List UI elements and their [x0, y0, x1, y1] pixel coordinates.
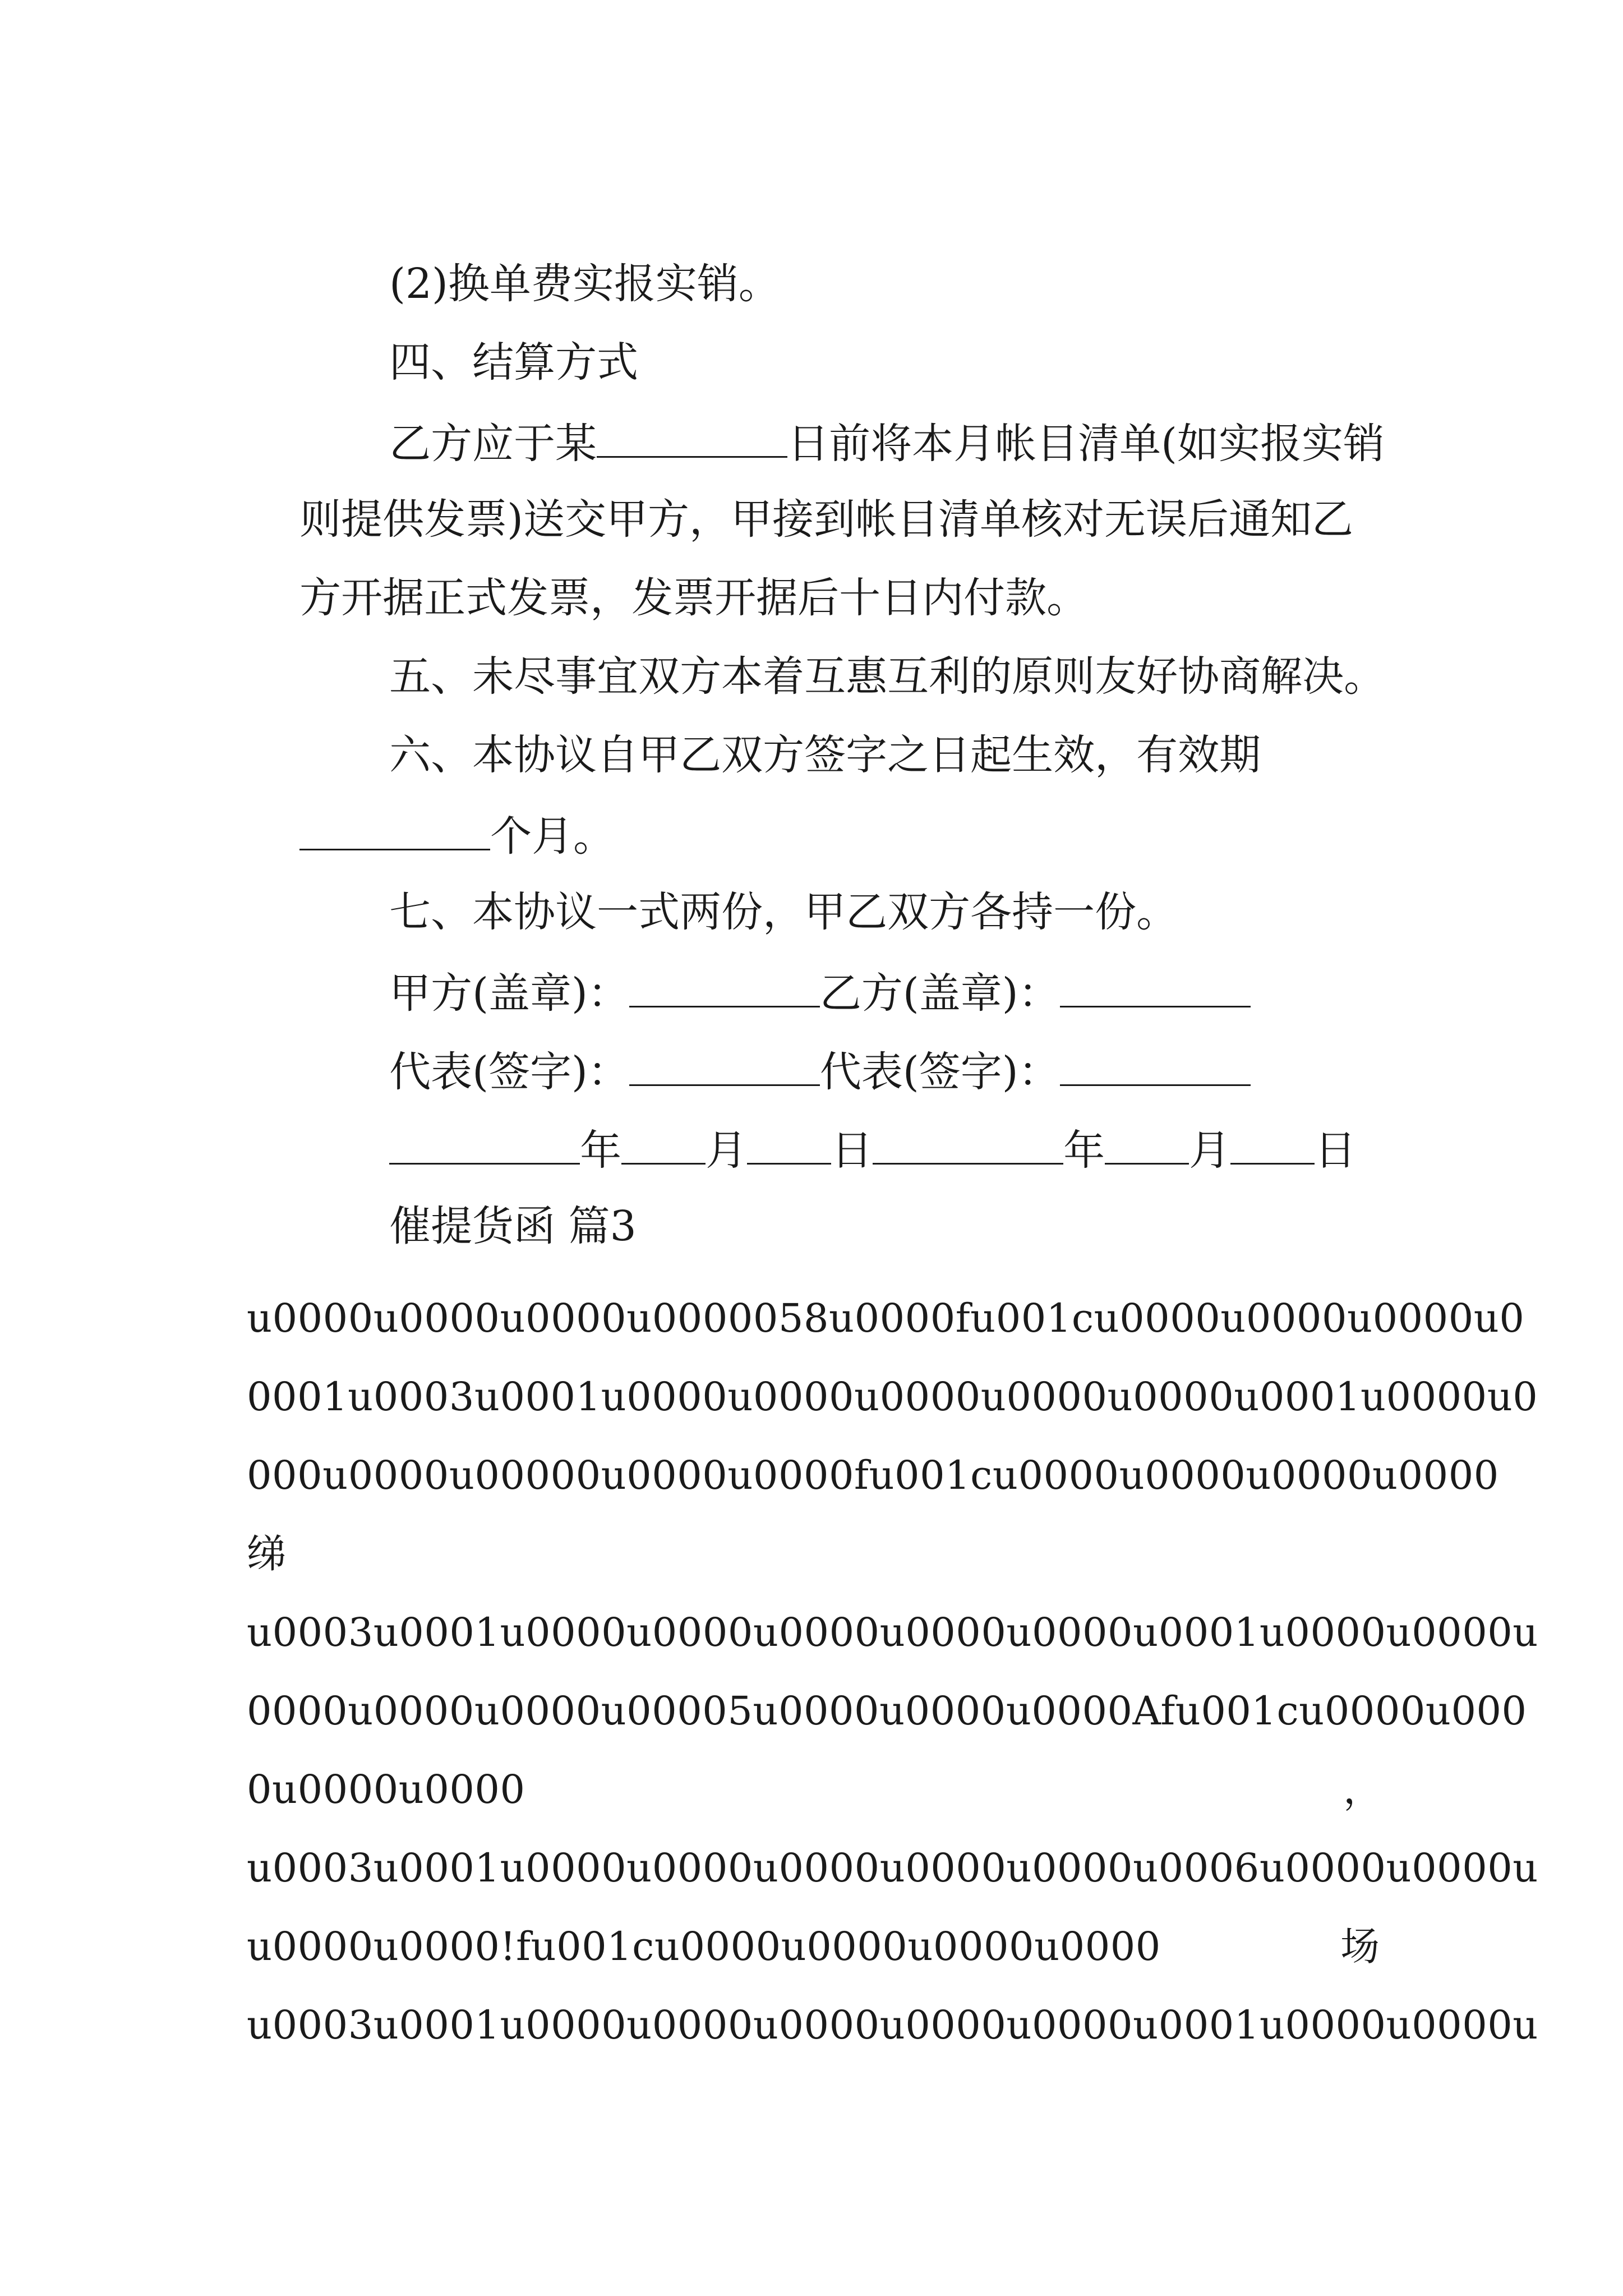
month-b-blank [1105, 1127, 1189, 1165]
section-heading [336, 1164, 637, 1289]
month-a-label: 月 [706, 1126, 748, 1175]
day-a-blank [747, 1127, 831, 1165]
date-blank [597, 420, 787, 458]
section-7-text: 七、本协议一式两份，甲乙双方各持一份。 [389, 888, 1178, 936]
day-b-blank [1230, 1127, 1315, 1165]
section-6-text: 六、本协议自甲乙双方签字之日起生效，有效期 [389, 731, 1261, 779]
clause-3-2-text: (2)换单费实报实销。 [389, 260, 780, 308]
party-a-seal-blank [629, 970, 820, 1007]
settlement-line-1-end: 日前将本月帐目清单(如实报实销 [787, 420, 1385, 468]
garbled-line-3: 000u0000u00000u0000u0000fu001cu0000u0000u0000u0000 [247, 1452, 1499, 1498]
garbled-line-1: u0000u0000u0000u0000058u0000fu001cu0000u0000u0000u0 [247, 1295, 1525, 1341]
month-a-blank [621, 1127, 706, 1165]
section-5-text: 五、未尽事宜双方本着互惠互利的原则友好协商解决。 [389, 652, 1386, 701]
party-b-seal-blank [1060, 970, 1251, 1007]
section-4-heading-text: 四、结算方式 [389, 338, 639, 386]
garbled-line-8: u0003u0001u0000u0000u0000u0000u0000u0006u0000u0000u [247, 1845, 1538, 1891]
rep-a-blank [629, 1048, 820, 1086]
year-a-label: 年 [580, 1126, 622, 1175]
party-a-seal-label: 甲方(盖章)： [389, 969, 629, 1018]
garbled-line-2: 0001u0003u0001u0000u0000u0000u0000u0000u0001u0000u0 [247, 1374, 1538, 1420]
year-b-label: 年 [1063, 1126, 1105, 1175]
year-a-blank [389, 1127, 580, 1165]
garbled-line-10: u0003u0001u0000u0000u0000u0000u0000u0001u0000u0000u [247, 2002, 1538, 2048]
section-heading-text: 催提货函 篇3 [389, 1202, 637, 1250]
settlement-line-1-start: 乙方应于某 [389, 420, 597, 468]
garbled-line-9-end: 场 [1340, 1924, 1380, 1970]
day-b-label: 日 [1315, 1126, 1357, 1175]
party-b-seal-label: 乙方(盖章)： [819, 969, 1060, 1018]
rep-b-blank [1060, 1048, 1251, 1086]
settlement-line-2-text: 则提供发票)送交甲方，甲接到帐目清单核对无误后通知乙 [299, 495, 1353, 544]
garbled-line-4: 绨 [247, 1531, 287, 1577]
garbled-line-7: 0u0000u0000 [247, 1766, 525, 1812]
garbled-line-6: 0000u0000u0000u00005u0000u0000u0000Afu001cu0000u000 [247, 1688, 1527, 1734]
year-b-blank [873, 1127, 1063, 1165]
validity-line-text: 个月。 [490, 812, 615, 861]
rep-a-label: 代表(签字)： [389, 1048, 629, 1096]
garbled-line-5: u0003u0001u0000u0000u0000u0000u0000u0001u0000u0000u [247, 1609, 1538, 1655]
settlement-line-3-text: 方开据正式发票，发票开据后十日内付款。 [299, 574, 1089, 622]
months-blank [299, 813, 490, 850]
garbled-line-7-end: ， [1343, 1766, 1382, 1812]
day-a-label: 日 [831, 1126, 873, 1175]
garbled-line-9: u0000u0000!fu001cu0000u0000u0000u0000 [247, 1924, 1161, 1970]
month-b-label: 月 [1189, 1126, 1231, 1175]
rep-b-label: 代表(签字)： [819, 1048, 1060, 1096]
